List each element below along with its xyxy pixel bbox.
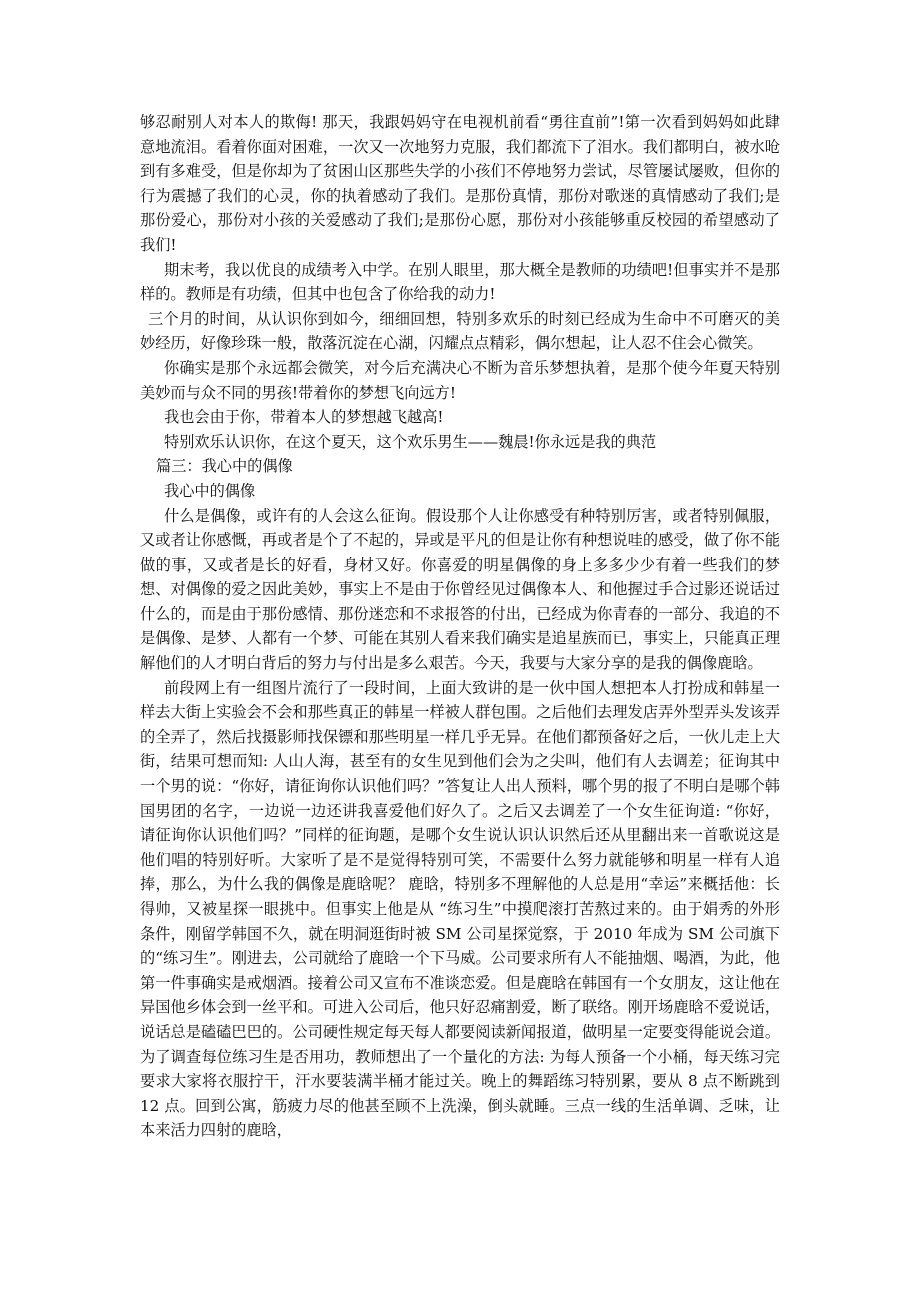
paragraph-what-is-idol: 什么是偶像，或许有的人会这么征询。假设那个人让你感受有种特别厉害，或者特别佩服，又或者让你感慨，再或者是个了不起的，异或是平凡的但是让你有种想说哇的感受，做了你不能做的事，又或者是长的好看，身材又好。你喜爱的明星偶像的身上多多少少有着一些我们的梦想、对偶像的爱之因此美妙，事实上不是由于你曾经见过偶像本人、和他握过手合过影还说话过什么的，而是由于那份感情、那份迷恋和不求报答的付出，已经成为你青春的一部分、我追的不是偶像、是梦、人都有一个梦、可能在其别人看来我们确实是追星族而已，事实上，只能真正理解他们的人才明白背后的努力与付出是多么艰苦。今天，我要与大家分享的是我的偶像鹿晗。 xyxy=(140,506,780,673)
paragraph-happy-boy: 特别欢乐认识你，在这个夏天，这个欢乐男生——魏晨!你永远是我的典范 xyxy=(164,432,657,451)
paragraph-fly-high: 我也会由于你，带着本人的梦想越飞越高! xyxy=(164,408,444,427)
paragraph-luhan-story: 前段网上有一组图片流行了一段时间，上面大致讲的是一伙中国人想把本人打扮成和韩星一样去大街上实验会不会和那些真正的韩星一样被人群包围。之后他们去理发店弄外型弄头发该弄的全弄了，然后找摄影师找保镖和那些明星一样几乎无异。在他们都预备好之后，一伙儿走上大街，结果可想而知: 人山人海，甚至有的女生见到他们会为之尖叫，他们有人去调差；征询其中一个男的说：“你好，请征询你认识他们吗？”答复让人出人预料，哪个男的报了不明白是哪个韩国男团的名字，一边说一边还讲我喜爱他们好久了。之后又去调差了一个女生征询道: “你好，请征询你认识他们吗？”同样的征询题，是哪个女生说认识认识然后还从里翻出来一首歌说这是他们唱的特别好听。大家听了是不是觉得特别可笑，不需要什么努力就能够和明星一样有人追捧，那么，为什么我的偶像是鹿晗呢？ 鹿晗，特别多不理解他的人总是用“幸运”来概括他：长得帅，又被星探一眼挑中。但事实上他是从 “练习生”中摸爬滚打苦熬过来的。由于娟秀的外形条件，刚留学韩国不久，就在明洞逛街时被 SM 公司星探觉察，于 2010 年成为 SM 公司旗下的“练习生”。刚进去，公司就给了鹿晗一个下马威。公司要求所有人不能抽烟、喝酒，为此，他第一件事确实是戒烟酒。接着公司又宣布不准谈恋爱。但是鹿晗在韩国有一个女朋友，这让他在异国他乡体会到一丝平和。可进入公司后，他只好忍痛割爱，断了联络。刚开场鹿晗不爱说话，说话总是磕磕巴巴的。公司硬性规定每天每人都要阅读新闻报道，做明星一定要变得能说会道。为了调查每位练习生是否用功，教师想出了一个量化的方法: 为每人预备一个小桶，每天练习完要求大家将衣服拧干，汗水要装满半桶才能过关。晚上的舞蹈练习特别累，要从 8 点不断跳到 12 点。回到公寓，筋疲力尽的他甚至顾不上洗澡，倒头就睡。三点一线的生活单调、乏味，让本来活力四射的鹿晗， xyxy=(140,678,780,1140)
document-body xyxy=(140,110,780,1143)
paragraph-smile: 你确实是那个永远都会微笑，对今后充满决心不断为音乐梦想执着，是那个使今年夏天特别美妙而与众不同的男孩!带着你的梦想飞向远方! xyxy=(140,358,780,402)
paragraph-final-exam: 期末考，我以优良的成绩考入中学。在别人眼里，那大概全是教师的功绩吧!但事实并不是那样的。教师是有功绩，但其中也包含了你给我的动力! xyxy=(140,260,780,304)
paragraph-three-months: 三个月的时间，从认识你到如今，细细回想，特别多欢乐的时刻已经成为生命中不可磨灭的美妙经历，好像珍珠一般，散落沉淀在心湖，闪耀点点精彩，偶尔想起，让人忍不住会心微笑。 xyxy=(140,309,780,353)
paragraph-continued: 够忍耐别人对本人的欺侮! 那天，我跟妈妈守在电视机前看“勇往直前”!第一次看到妈妈如此肆意地流泪。看着你面对困难，一次又一次地努力克服，我们都流下了泪水。我们都明白，被水呛到有多难受，但是你却为了贫困山区那些失学的小孩们不停地努力尝试，尽管屡试屡败，但你的行为震撼了我们的心灵，你的执着感动了我们。是那份真情，那份对歌迷的真情感动了我们;是那份爱心，那份对小孩的关爱感动了我们;是那份心愿，那份对小孩能够重反校园的希望感动了我们! xyxy=(140,113,780,254)
section-heading: 篇三：我心中的偶像 xyxy=(156,457,293,476)
article-title: 我心中的偶像 xyxy=(164,481,256,500)
